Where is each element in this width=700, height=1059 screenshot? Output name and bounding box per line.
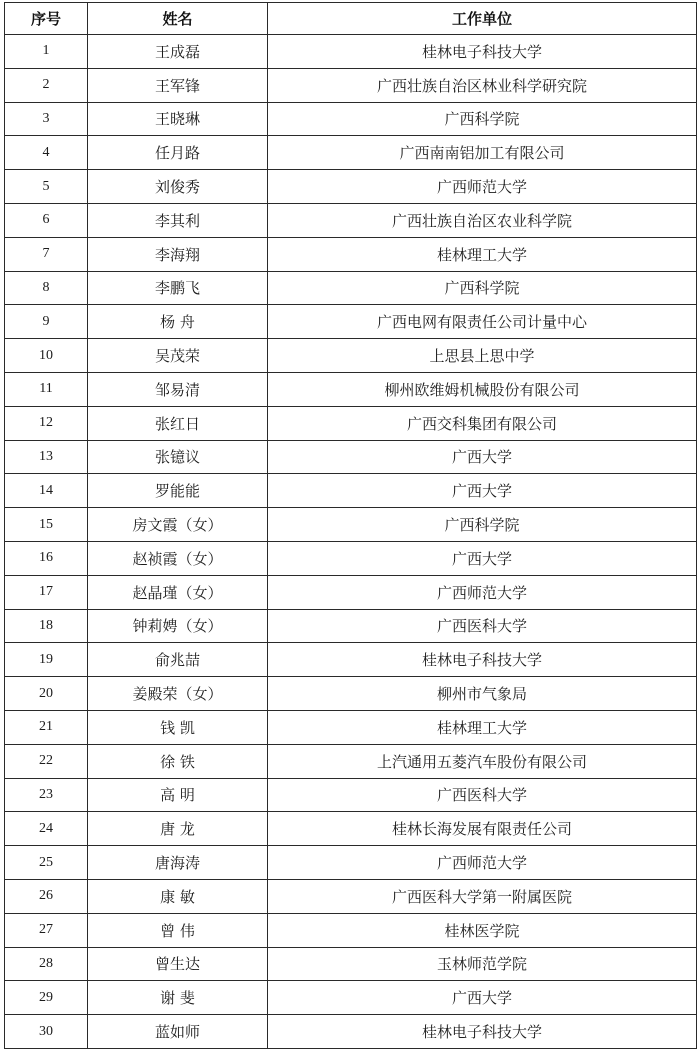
cell-work-unit: 广西师范大学 [268,575,697,609]
cell-work-unit: 广西科学院 [268,271,697,305]
cell-name: 李海翔 [88,237,268,271]
cell-work-unit: 桂林理工大学 [268,710,697,744]
table-row [5,203,697,237]
table-row [5,339,697,373]
table-row [5,677,697,711]
table-row [5,474,697,508]
cell-work-unit: 广西医科大学 [268,778,697,812]
cell-serial-number: 15 [5,508,88,542]
table-row [5,237,697,271]
cell-name: 赵祯霞（女） [88,541,268,575]
cell-work-unit: 桂林电子科技大学 [268,643,697,677]
cell-name: 张镱议 [88,440,268,474]
table-row [5,710,697,744]
table-row [5,406,697,440]
table-row [5,846,697,880]
cell-work-unit: 桂林理工大学 [268,237,697,271]
table-row [5,947,697,981]
cell-serial-number: 1 [5,35,88,69]
table-row [5,35,697,69]
cell-name: 钟莉娉（女） [88,609,268,643]
cell-serial-number: 19 [5,643,88,677]
table-row [5,271,697,305]
cell-name: 刘俊秀 [88,170,268,204]
cell-name: 徐 铁 [88,744,268,778]
cell-serial-number: 18 [5,609,88,643]
cell-name: 姜殿荣（女） [88,677,268,711]
table-row [5,508,697,542]
cell-work-unit: 广西师范大学 [268,170,697,204]
cell-serial-number: 30 [5,1015,88,1049]
cell-serial-number: 7 [5,237,88,271]
cell-serial-number: 16 [5,541,88,575]
cell-work-unit: 广西大学 [268,541,697,575]
cell-serial-number: 26 [5,879,88,913]
cell-work-unit: 桂林电子科技大学 [268,35,697,69]
cell-name: 任月路 [88,136,268,170]
cell-name: 吴茂荣 [88,339,268,373]
cell-name: 王晓琳 [88,102,268,136]
cell-work-unit: 广西壮族自治区林业科学研究院 [268,68,697,102]
cell-serial-number: 4 [5,136,88,170]
cell-serial-number: 12 [5,406,88,440]
cell-work-unit: 广西电网有限责任公司计量中心 [268,305,697,339]
cell-work-unit: 广西师范大学 [268,846,697,880]
table-row [5,981,697,1015]
cell-work-unit: 广西科学院 [268,102,697,136]
personnel-table [4,2,697,1049]
cell-serial-number: 20 [5,677,88,711]
cell-work-unit: 广西交科集团有限公司 [268,406,697,440]
cell-serial-number: 13 [5,440,88,474]
cell-serial-number: 10 [5,339,88,373]
table-row [5,440,697,474]
cell-name: 罗能能 [88,474,268,508]
table-row [5,609,697,643]
cell-name: 李鹏飞 [88,271,268,305]
cell-name: 俞兆喆 [88,643,268,677]
cell-serial-number: 11 [5,372,88,406]
cell-serial-number: 24 [5,812,88,846]
cell-name: 邹易清 [88,372,268,406]
cell-name: 曾 伟 [88,913,268,947]
cell-serial-number: 14 [5,474,88,508]
cell-name: 张红日 [88,406,268,440]
cell-work-unit: 上思县上思中学 [268,339,697,373]
cell-name: 蓝如师 [88,1015,268,1049]
cell-work-unit: 玉林师范学院 [268,947,697,981]
table-row [5,68,697,102]
cell-serial-number: 29 [5,981,88,1015]
cell-work-unit: 桂林医学院 [268,913,697,947]
table-row [5,913,697,947]
cell-name: 李其利 [88,203,268,237]
cell-name: 谢 斐 [88,981,268,1015]
cell-name: 唐海涛 [88,846,268,880]
header-work-unit: 工作单位 [268,3,697,35]
cell-work-unit: 广西医科大学第一附属医院 [268,879,697,913]
table-row [5,744,697,778]
cell-name: 房文霞（女） [88,508,268,542]
cell-serial-number: 21 [5,710,88,744]
table-row [5,305,697,339]
table-row [5,879,697,913]
cell-serial-number: 17 [5,575,88,609]
cell-serial-number: 28 [5,947,88,981]
cell-serial-number: 25 [5,846,88,880]
cell-serial-number: 8 [5,271,88,305]
cell-name: 王军锋 [88,68,268,102]
table-body [5,35,697,1049]
cell-work-unit: 柳州欧维姆机械股份有限公司 [268,372,697,406]
cell-work-unit: 广西南南铝加工有限公司 [268,136,697,170]
table-row [5,1015,697,1049]
cell-work-unit: 桂林长海发展有限责任公司 [268,812,697,846]
table-row [5,812,697,846]
cell-name: 曾生达 [88,947,268,981]
table-row [5,778,697,812]
cell-serial-number: 22 [5,744,88,778]
cell-work-unit: 广西大学 [268,474,697,508]
cell-work-unit: 广西医科大学 [268,609,697,643]
table-row [5,643,697,677]
cell-work-unit: 柳州市气象局 [268,677,697,711]
table-row [5,102,697,136]
cell-work-unit: 广西壮族自治区农业科学院 [268,203,697,237]
table-row [5,541,697,575]
cell-serial-number: 6 [5,203,88,237]
cell-work-unit: 上汽通用五菱汽车股份有限公司 [268,744,697,778]
cell-name: 康 敏 [88,879,268,913]
cell-name: 高 明 [88,778,268,812]
cell-serial-number: 23 [5,778,88,812]
cell-serial-number: 9 [5,305,88,339]
cell-serial-number: 5 [5,170,88,204]
cell-work-unit: 广西大学 [268,981,697,1015]
cell-serial-number: 27 [5,913,88,947]
header-serial-number: 序号 [5,3,88,35]
table-row [5,136,697,170]
table-row [5,575,697,609]
cell-name: 王成磊 [88,35,268,69]
cell-work-unit: 桂林电子科技大学 [268,1015,697,1049]
table-row [5,372,697,406]
personnel-table-container [4,2,696,1049]
cell-name: 钱 凯 [88,710,268,744]
cell-work-unit: 广西科学院 [268,508,697,542]
cell-serial-number: 2 [5,68,88,102]
cell-work-unit: 广西大学 [268,440,697,474]
header-name: 姓名 [88,3,268,35]
cell-name: 赵晶瑾（女） [88,575,268,609]
table-row [5,170,697,204]
header-row [5,3,697,35]
cell-serial-number: 3 [5,102,88,136]
table-header [5,3,697,35]
cell-name: 杨 舟 [88,305,268,339]
cell-name: 唐 龙 [88,812,268,846]
